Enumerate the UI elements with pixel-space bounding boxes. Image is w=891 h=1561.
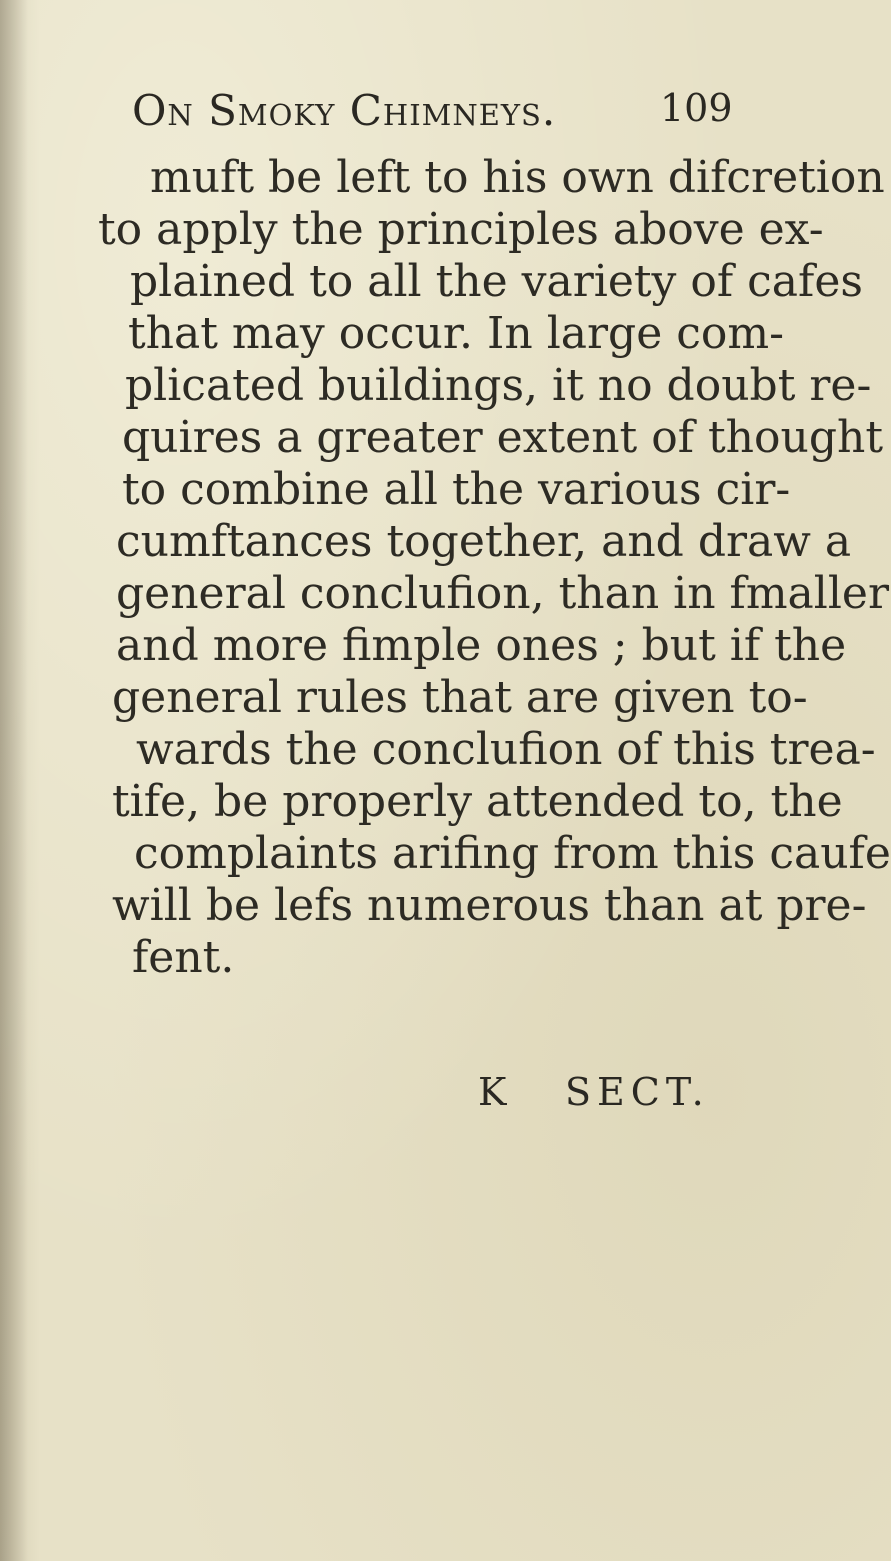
text-line: that may occur. In large com- — [128, 308, 784, 359]
running-head — [0, 86, 800, 142]
text-line: muft be left to his own difcretion — [150, 152, 885, 203]
signature-mark: K — [478, 1070, 507, 1114]
catchword: SECT. — [565, 1070, 710, 1114]
text-line: will be lefs numerous than at pre- — [112, 880, 867, 931]
text-line: fent. — [132, 932, 235, 983]
page-number: 109 — [660, 86, 733, 130]
text-line: general rules that are given to- — [112, 672, 808, 723]
text-line: and more fimple ones ; but if the — [116, 620, 847, 671]
text-line: to apply the principles above ex- — [98, 204, 824, 255]
text-line: tife, be properly attended to, the — [112, 776, 843, 827]
text-line: cumftances together, and draw a — [116, 516, 852, 567]
page-edge-shadow — [0, 0, 28, 1561]
text-line: wards the conclufion of this trea- — [136, 724, 876, 775]
text-line: general conclufion, than in fmaller — [116, 568, 890, 619]
text-line: plicated buildings, it no doubt re- — [125, 360, 872, 411]
running-head-title: On Smoky Chimneys. — [132, 86, 557, 135]
page-footer — [0, 1070, 800, 1130]
text-line: complaints arifing from this caufe — [134, 828, 891, 879]
text-line: plained to all the variety of cafes — [130, 256, 863, 307]
text-line: to combine all the various cir- — [122, 464, 791, 515]
text-line: quires a greater extent of thought — [122, 412, 884, 463]
